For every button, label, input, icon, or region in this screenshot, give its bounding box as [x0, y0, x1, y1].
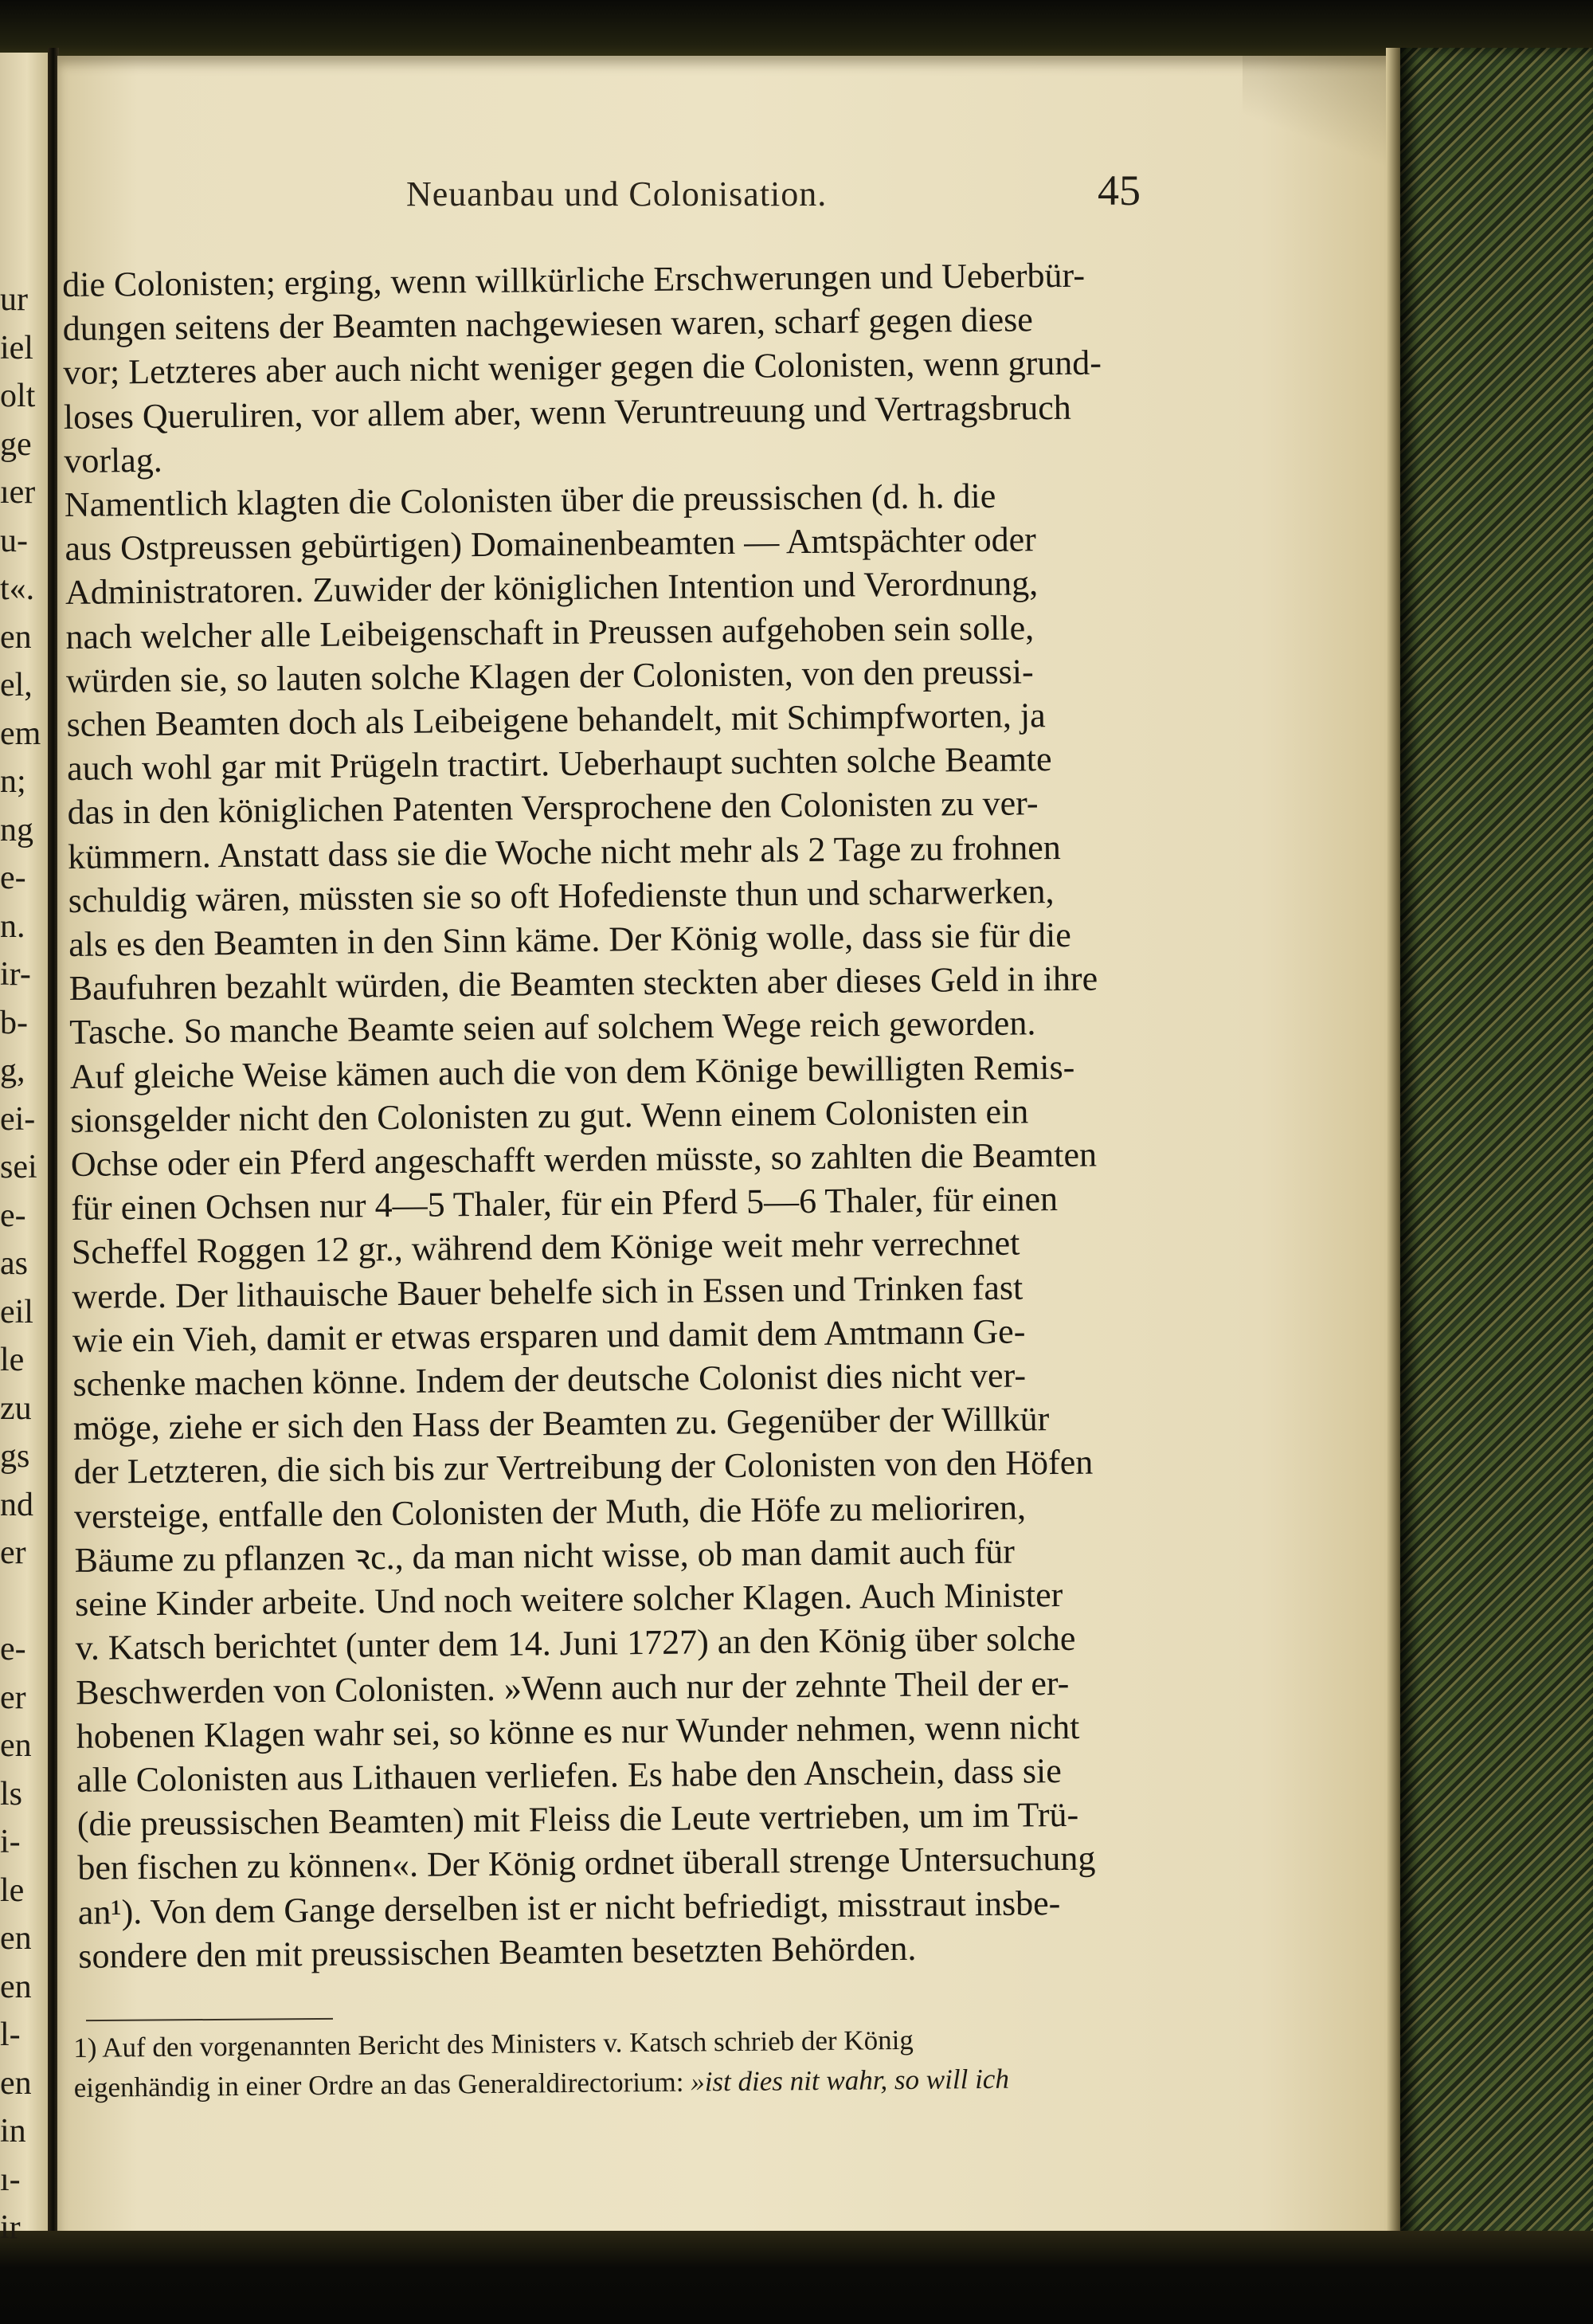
facing-page-fragment: ir-	[0, 956, 31, 993]
body-line: vor; Letzteres aber auch nicht weniger gegen die Colonisten, wenn grund-	[63, 343, 1102, 393]
facing-page-fragment: n.	[0, 907, 25, 945]
body-line: Auf gleiche Weise kämen auch die von dem Könige bewilligten Remis-	[69, 1047, 1075, 1096]
facing-page-fragment: g,	[0, 1052, 25, 1089]
facing-page-fragment: e-	[0, 1197, 26, 1234]
facing-page-fragment: er	[0, 1534, 26, 1571]
facing-page-fragment: er	[0, 1679, 26, 1716]
body-line: Beschwerden von Colonisten. »Wenn auch nur der zehnte Theil der er-	[75, 1663, 1070, 1712]
body-line: hobenen Klagen wahr sei, so könne es nur Wunder nehmen, wenn nicht	[76, 1707, 1080, 1756]
facing-page-fragment: ur	[0, 281, 28, 318]
footnote-quote: »ist dies nit wahr, so will ich	[691, 2063, 1010, 2098]
body-line: möge, ziehe er sich den Hass der Beamten zu. Gegenüber der Willkür	[72, 1399, 1050, 1448]
body-line: alle Colonisten aus Lithauen verliefen. Es habe den Anschein, dass sie	[76, 1750, 1063, 1800]
body-line: als es den Beamten in den Sinn käme. Der König wolle, dass sie für die	[68, 915, 1071, 965]
facing-page-fragment: u-	[0, 522, 28, 559]
facing-page-fragment: le	[0, 1342, 25, 1378]
facing-page-fragment: as	[0, 1245, 28, 1282]
body-line: dungen seitens der Beamten nachgewiesen waren, scharf gegen diese	[62, 300, 1034, 349]
body-line: vorlag.	[64, 440, 163, 480]
facing-page-fragment: eil	[0, 1293, 33, 1331]
body-line: das in den königlichen Patenten Versprochene den Colonisten zu ver-	[67, 783, 1039, 833]
body-line: v. Katsch berichtet (unter dem 14. Juni 1727) an den König über solche	[75, 1619, 1076, 1668]
body-line: Tasche. So manche Beamte seien auf solchem Wege reich geworden.	[69, 1003, 1036, 1052]
body-line: ben fischen zu können«. Der König ordnet überall strenge Untersuchung	[77, 1838, 1096, 1888]
facing-page-fragment: en	[0, 1727, 32, 1764]
body-line: sondere den mit preussischen Beamten besetzten Behörden.	[78, 1928, 917, 1976]
body-line: die Colonisten; erging, wenn willkürliche Erschwerungen und Ueberbür-	[62, 255, 1086, 304]
facing-page-fragment: ge	[0, 425, 32, 463]
facing-page-fragment: en	[0, 618, 32, 656]
scan-bottom-edge	[0, 2231, 1593, 2324]
facing-page-fragment: le	[0, 1871, 25, 1909]
body-line: Scheffel Roggen 12 gr., während dem Könige weit mehr verrechnet	[71, 1223, 1020, 1272]
facing-page-fragment: nd	[0, 1486, 33, 1523]
body-line: kümmern. Anstatt dass sie die Woche nicht mehr als 2 Tage zu frohnen	[67, 827, 1062, 876]
facing-page-fragment: zu	[0, 1389, 32, 1427]
running-title: Neuanbau und Colonisation.	[406, 174, 828, 214]
facing-page-fragment: sei	[0, 1149, 37, 1186]
facing-page-fragment: ei-	[0, 1100, 36, 1138]
footnote-text: eigenhändig in einer Ordre an das Generaldirectorium:	[73, 2066, 691, 2103]
body-line: Baufuhren bezahlt würden, die Beamten steckten aber dieses Geld in ihre	[68, 958, 1098, 1009]
facing-page-fragment: b-	[0, 1004, 28, 1041]
facing-page-fragment: t«.	[0, 570, 35, 607]
facing-page-fragment: ıer	[0, 474, 36, 511]
body-line: wie ein Vieh, damit er etwas ersparen und damit dem Amtmann Ge-	[72, 1311, 1026, 1360]
marbled-book-cover	[1400, 48, 1593, 2247]
page-number: 45	[1098, 167, 1141, 214]
facing-page-fragment: i-	[0, 1824, 21, 1860]
body-line: auch wohl gar mit Prügeln tractirt. Ueberhaupt suchten solche Beamte	[66, 739, 1052, 789]
facing-page-fragment: ng	[0, 811, 33, 848]
facing-page-fragment: en	[0, 1968, 32, 2005]
body-line: (die preussischen Beamten) mit Fleiss die Leute vertrieben, um im Trü-	[76, 1794, 1079, 1844]
footnote-line: 1) Auf den vorgenannten Bericht des Ministers v. Katsch schrieb der König	[73, 2024, 914, 2063]
facing-page-fragment: n;	[0, 763, 26, 800]
body-line: sionsgelder nicht den Colonisten zu gut. Wenn einem Colonisten ein	[70, 1091, 1029, 1140]
body-line: Administratoren. Zuwider der königlichen Intention und Verordnung,	[65, 563, 1039, 613]
body-line: Bäume zu pflanzen ꝛc., da man nicht wisse, ob man damit auch für	[74, 1531, 1016, 1580]
body-line: loses Queruliren, vor allem aber, wenn Veruntreuung und Vertragsbruch	[63, 387, 1071, 437]
body-line: für einen Ochsen nur 4—5 Thaler, für ein Pferd 5—6 Thaler, für einen	[71, 1179, 1059, 1229]
body-line: versteige, entfalle den Colonisten der Muth, die Höfe zu melioriren,	[73, 1487, 1027, 1536]
body-line: seine Kinder arbeite. Und noch weitere solcher Klagen. Auch Minister	[74, 1575, 1063, 1624]
facing-page-fragment: gs	[0, 1438, 30, 1475]
facing-page-fragment: e-	[0, 860, 26, 896]
body-line: Ochse oder ein Pferd angeschafft werden müsste, so zahlten die Beamten	[70, 1135, 1098, 1185]
body-line: schuldig wären, müssten sie so oft Hofedienste thun und scharwerken,	[68, 871, 1055, 920]
body-text	[62, 253, 1186, 1978]
facing-page-fragment: l-	[0, 2016, 21, 2053]
body-line: aus Ostpreussen gebürtigen) Domainenbeamten — Amtspächter oder	[65, 519, 1037, 569]
body-line: schen Beamten doch als Leibeigene behandelt, mit Schimpfworten, ja	[66, 696, 1046, 745]
facing-page-fragment: ir	[0, 2209, 21, 2246]
facing-page-fragment: el,	[0, 667, 33, 703]
facing-page-fragment: olt	[0, 378, 36, 414]
body-line: nach welcher alle Leibeigenschaft in Preussen aufgehoben sein solle,	[65, 607, 1035, 656]
page-corner-shadow	[1243, 56, 1394, 191]
facing-page-fragment: en	[0, 2064, 32, 2102]
body-line: schenke machen könne. Indem der deutsche Colonist dies nicht ver-	[72, 1355, 1027, 1405]
body-line: an¹). Von dem Gange derselben ist er nicht befriedigt, misstraut insbe-	[77, 1883, 1061, 1932]
body-line: würden sie, so lauten solche Klagen der Colonisten, von den preussi-	[65, 652, 1034, 700]
facing-page-fragment: e-	[0, 1631, 26, 1668]
facing-page-fragment: ı-	[0, 2161, 21, 2198]
body-line: Namentlich klagten die Colonisten über die preussischen (d. h. die	[64, 476, 996, 525]
footnote	[73, 2018, 1189, 2108]
facing-page-fragment: iel	[0, 329, 33, 366]
body-line: der Letzteren, die sich bis zur Vertreibung der Colonisten von den Höfen	[73, 1443, 1094, 1492]
facing-page-fragment: en	[0, 1920, 32, 1957]
scan-top-edge	[0, 0, 1593, 64]
facing-page-fragment: in	[0, 2113, 26, 2150]
facing-page-fragment: ls	[0, 1775, 23, 1813]
facing-page-fragment: em	[0, 715, 41, 752]
body-line: werde. Der lithauische Bauer behelfe sich in Essen und Trinken fast	[72, 1268, 1024, 1316]
